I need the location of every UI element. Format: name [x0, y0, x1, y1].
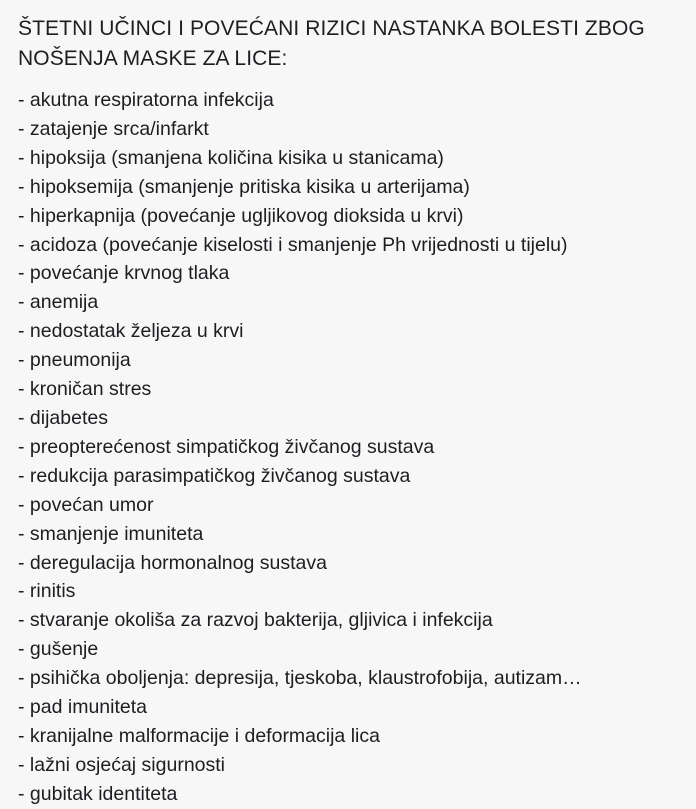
list-item: - nedostatak željeza u krvi	[18, 320, 244, 343]
list-item: - kranijalne malformacije i deformacija lica	[18, 724, 380, 747]
list-item: - povećan umor	[18, 493, 154, 516]
list-item: - redukcija parasimpatičkog živčanog sustava	[18, 464, 411, 487]
list-item: - preopterećenost simpatičkog živčanog sustava	[18, 435, 435, 458]
list-item: - pad imuniteta	[18, 696, 147, 719]
list-item: - stvaranje okoliša za razvoj bakterija, gljivica i infekcija	[18, 609, 493, 632]
list-item: - rinitis	[18, 580, 76, 603]
list-item: - akutna respiratorna infekcija	[18, 89, 274, 111]
post-title-line-1: ŠTETNI UČINCI I POVEĆANI RIZICI NASTANKA BOLESTI ZBOG	[18, 17, 645, 40]
list-item: - anemija	[18, 291, 99, 314]
list-item: - gušenje	[18, 638, 99, 661]
list-item: - smanjenje imuniteta	[18, 522, 204, 545]
list-item: - pneumonija	[18, 349, 131, 372]
post-title-line-2: NOŠENJA MASKE ZA LICE:	[18, 47, 288, 70]
list-item: - hipoksemija (smanjenje pritiska kisika u arterijama)	[18, 175, 470, 198]
symptom-list	[18, 86, 678, 809]
list-item: - zatajenje srca/infarkt	[18, 117, 209, 140]
list-item: - hiperkapnija (povećanje ugljikovog dioksida u krvi)	[18, 204, 464, 227]
list-item: - lažni osjećaj sigurnosti	[18, 753, 226, 776]
list-item: - povećanje krvnog tlaka	[18, 262, 230, 285]
post-title	[18, 14, 678, 74]
list-item: - hipoksija (smanjena količina kisika u stanicama)	[18, 146, 444, 169]
list-item: - deregulacija hormonalnog sustava	[18, 551, 327, 574]
list-item: - dijabetes	[18, 406, 108, 429]
list-item: - psihička oboljenja: depresija, tjeskoba, klaustrofobija, autizam…	[18, 667, 582, 690]
list-item: - acidoza (povećanje kiselosti i smanjenje Ph vrijednosti u tijelu)	[18, 233, 568, 256]
list-item: - kroničan stres	[18, 378, 152, 401]
list-item: - gubitak identiteta	[18, 782, 178, 805]
